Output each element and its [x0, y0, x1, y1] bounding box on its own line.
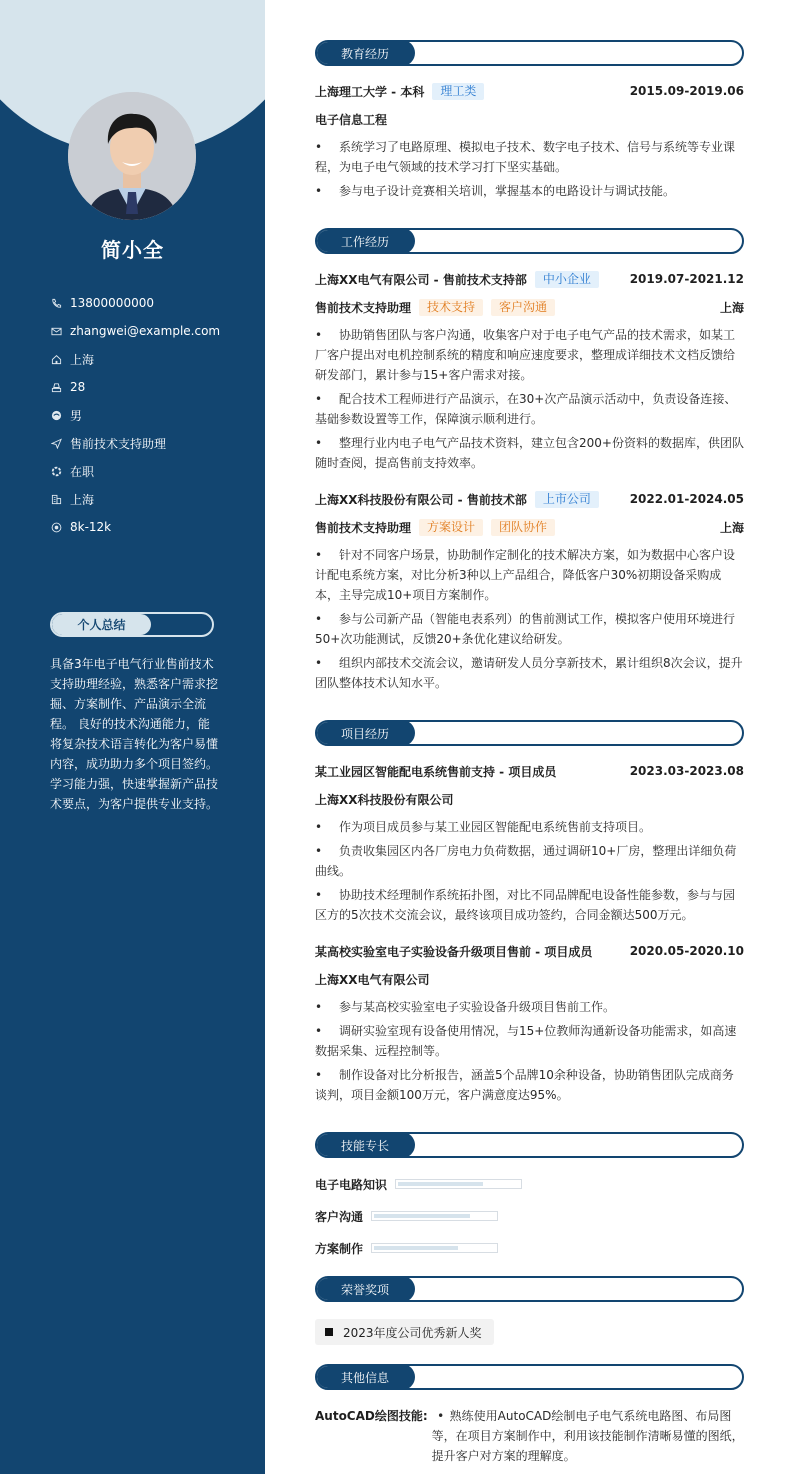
- skill-tag: 团队协作: [491, 519, 555, 536]
- list-item: • 负责收集园区内各厂房电力负荷数据，通过调研10+厂房，整理出详细负荷曲线。: [315, 844, 737, 878]
- gender-icon: [50, 409, 62, 421]
- skill-name: 客户沟通: [315, 1209, 364, 1224]
- job-date: 2019.07-2021.12: [629, 272, 744, 286]
- job-row: [315, 270, 744, 288]
- contact-position: [50, 429, 250, 457]
- contact-email: [50, 317, 250, 345]
- other-info-item: [315, 1406, 744, 1466]
- skill-bar-fill: [374, 1246, 457, 1250]
- salary-icon: [50, 521, 62, 533]
- list-item: • 针对不同客户场景，协助制作定制化的技术解决方案，如为数据中心客户设计配电系统方案，对比分析3种以上产品组合，降低客户30%初期设备采购成本，主导完成10+项目方案制作。: [315, 548, 736, 602]
- job-row: [315, 490, 744, 508]
- skill-tag: 客户沟通: [491, 299, 555, 316]
- contact-value: 在职: [70, 464, 95, 479]
- contact-status: [50, 457, 250, 485]
- contact-value: 男: [70, 408, 83, 423]
- list-item: • 参与公司新产品（智能电表系列）的售前测试工作，模拟客户使用环境进行50+次功能测试，反馈20+条优化建议给研发。: [315, 612, 736, 646]
- contact-phone: [50, 289, 250, 317]
- work-section-header: [315, 228, 744, 254]
- skill-item: [315, 1175, 522, 1193]
- status-icon: [50, 465, 62, 477]
- job-role-row: [315, 518, 744, 536]
- job-role: 售前技术支持助理: [315, 300, 412, 315]
- contact-city: [50, 485, 250, 513]
- avatar-portrait-icon: [68, 92, 196, 220]
- job-date: 2022.01-2024.05: [629, 492, 744, 506]
- skills-section-title: 技能专长: [315, 1132, 415, 1158]
- education-major: 电子信息工程: [315, 113, 388, 127]
- avatar: [68, 92, 196, 220]
- skill-tag: 方案设计: [419, 519, 483, 536]
- contact-value: 上海: [70, 352, 95, 367]
- contact-value: 8k-12k: [70, 520, 112, 534]
- skill-name: 电子电路知识: [315, 1177, 388, 1192]
- skill-bar-fill: [398, 1182, 483, 1186]
- candidate-name: 简小全: [101, 238, 164, 262]
- age-icon: [50, 381, 62, 393]
- skill-bar-fill: [374, 1214, 470, 1218]
- projects-section-title: 项目经历: [315, 720, 415, 746]
- job-company: 上海XX科技股份有限公司 - 售前技术部: [315, 492, 527, 507]
- education-section-header: [315, 40, 744, 66]
- list-item: • 调研实验室现有设备使用情况，与15+位教师沟通新设备功能需求，如高速数据采集、远程控制等。: [315, 1024, 737, 1058]
- list-item: • 作为项目成员参与某工业园区智能配电系统售前支持项目。: [315, 820, 652, 834]
- skill-tag: 技术支持: [419, 299, 483, 316]
- project-bullets: [315, 817, 744, 929]
- job-location: 上海: [719, 520, 744, 535]
- award-label: 2023年度公司优秀新人奖: [343, 1325, 482, 1340]
- contact-list: [50, 289, 250, 541]
- list-item: • 参与电子设计竞赛相关培训，掌握基本的电路设计与调试技能。: [315, 184, 676, 198]
- company-tag: 中小企业: [535, 271, 599, 288]
- list-item: • 协助技术经理制作系统拓扑图，对比不同品牌配电设备性能参数，参与与园区方的5次技术交流会议，最终该项目成功签约，合同金额达500万元。: [315, 888, 736, 922]
- company-tag: 上市公司: [535, 491, 599, 508]
- contact-value: 上海: [70, 492, 95, 507]
- square-bullet-icon: [325, 1328, 333, 1336]
- skill-bar: [371, 1211, 498, 1221]
- education-date: 2015.09-2019.06: [629, 84, 744, 98]
- phone-icon: [50, 297, 62, 309]
- contact-value: 13800000000: [70, 296, 154, 310]
- contact-value: zhangwei@example.com: [70, 324, 221, 338]
- contact-value: 售前技术支持助理: [70, 436, 167, 451]
- home-icon: [50, 353, 62, 365]
- education-bullets: [315, 137, 744, 205]
- job-role-row: [315, 298, 744, 316]
- project-company: 上海XX电气有限公司: [315, 973, 430, 987]
- project-row: [315, 942, 744, 960]
- list-item: • 参与某高校实验室电子实验设备升级项目售前工作。: [315, 1000, 616, 1014]
- other-info-text: • 熟练使用AutoCAD绘制电子电气系统电路图、布局图等，在项目方案制作中，利用该技能制作清晰易懂的图纸，提升客户对方案的理解度。: [431, 1409, 744, 1463]
- projects-section-header: [315, 720, 744, 746]
- other-section-title: 其他信息: [315, 1364, 415, 1390]
- skill-bar: [371, 1243, 498, 1253]
- list-item: • 系统学习了电路原理、模拟电子技术、数字电子技术、信号与系统等专业课程，为电子电气领域的技术学习打下坚实基础。: [315, 140, 736, 174]
- project-date: 2020.05-2020.10: [629, 944, 744, 958]
- education-section-title: 教育经历: [315, 40, 415, 66]
- project-company: 上海XX科技股份有限公司: [315, 793, 454, 807]
- list-item: • 整理行业内电子电气产品技术资料，建立包含200+份资料的数据库，供团队随时查阅，提高售前支持效率。: [315, 436, 744, 470]
- skill-bar: [395, 1179, 522, 1189]
- summary-text: 具备3年电子电气行业售前技术支持助理经验，熟悉客户需求挖掘、方案制作、产品演示全流程。 良好的技术沟通能力，能将复杂技术语言转化为客户易懂内容，成功助力多个项目签约。 学习能力强，快速掌握新产品技术要点，为客户提供专业支持。: [50, 657, 219, 811]
- list-item: • 制作设备对比分析报告，涵盖5个品牌10余种设备，协助销售团队完成商务谈判，项目金额100万元，客户满意度达95%。: [315, 1068, 734, 1102]
- summary-section-title: 个人总结: [52, 614, 151, 635]
- contact-salary: [50, 513, 250, 541]
- project-date: 2023.03-2023.08: [629, 764, 744, 778]
- list-item: • 组织内部技术交流会议，邀请研发人员分享新技术，累计组织8次会议，提升团队整体技术认知水平。: [315, 656, 743, 690]
- job-bullets: [315, 545, 744, 697]
- skill-item: [315, 1207, 498, 1225]
- other-section-header: [315, 1364, 744, 1390]
- contact-age: [50, 373, 250, 401]
- award-item: [315, 1319, 494, 1345]
- list-item: • 协助销售团队与客户沟通，收集客户对于电子电气产品的技术需求，如某工厂客户提出对电机控制系统的精度和响应速度要求，整理成详细技术文档反馈给研发部门，累计参与15+客户需求对接。: [315, 328, 736, 382]
- work-section-title: 工作经历: [315, 228, 415, 254]
- job-company: 上海XX电气有限公司 - 售前技术支持部: [315, 272, 527, 287]
- job-bullets: [315, 325, 744, 477]
- awards-section-title: 荣誉奖项: [315, 1276, 415, 1302]
- skill-item: [315, 1239, 498, 1257]
- send-icon: [50, 437, 62, 449]
- school-tag: 理工类: [432, 83, 484, 100]
- list-item: • 配合技术工程师进行产品演示，在30+次产品演示活动中，负责设备连接、基础参数设置等工作，保障演示顺利进行。: [315, 392, 737, 426]
- education-row: [315, 82, 744, 100]
- contact-value: 28: [70, 380, 86, 394]
- project-row: [315, 762, 744, 780]
- contact-gender: [50, 401, 250, 429]
- contact-home: [50, 345, 250, 373]
- job-role: 售前技术支持助理: [315, 520, 412, 535]
- project-bullets: [315, 997, 744, 1109]
- summary-section-header: [50, 612, 214, 637]
- mail-icon: [50, 325, 62, 337]
- school-name: 上海理工大学 - 本科: [315, 84, 425, 99]
- project-name: 某工业园区智能配电系统售前支持 - 项目成员: [315, 764, 557, 779]
- skills-section-header: [315, 1132, 744, 1158]
- job-location: 上海: [719, 300, 744, 315]
- building-icon: [50, 493, 62, 505]
- skill-name: 方案制作: [315, 1241, 364, 1256]
- awards-section-header: [315, 1276, 744, 1302]
- sidebar: [0, 0, 265, 1474]
- other-info-label: AutoCAD绘图技能:: [315, 1409, 428, 1423]
- project-name: 某高校实验室电子实验设备升级项目售前 - 项目成员: [315, 944, 593, 959]
